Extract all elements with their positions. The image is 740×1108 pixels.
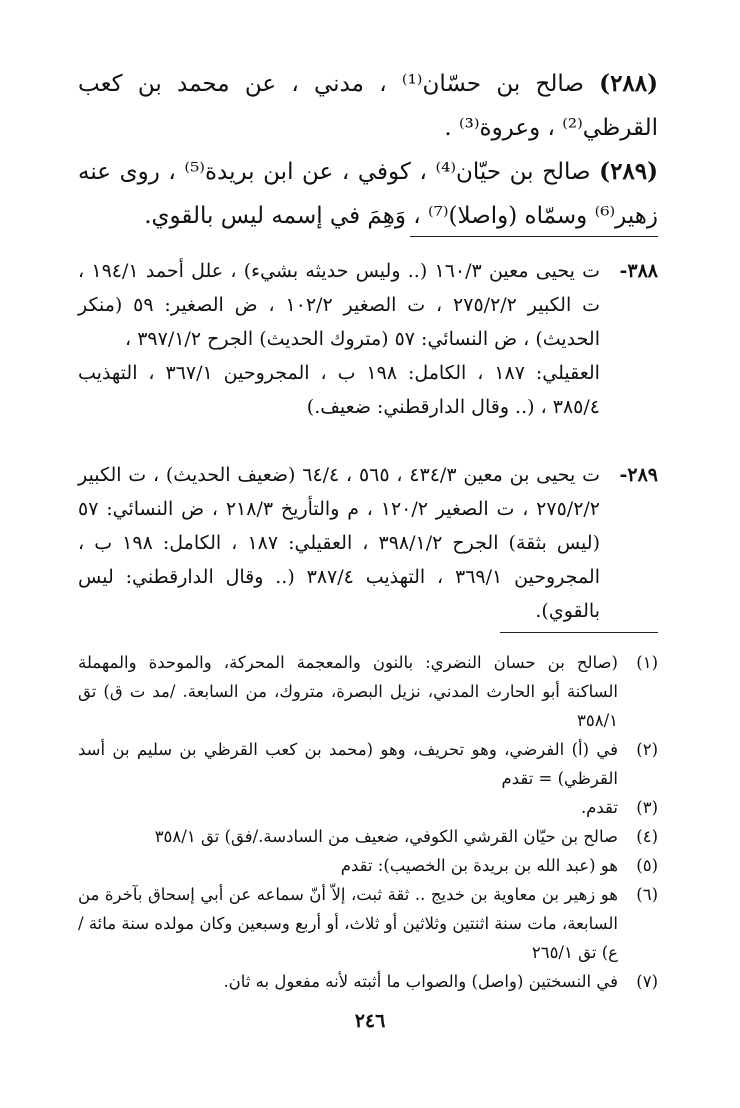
source-paragraph: ت يحيى بن معين ٤٣٤/٣ ، ٥٦٥ ، ٦٤/٤ (ضعيف الحديث) ، ت الكبير ٢٧٥/٢/٢ ، ت الصغير ١٢٠/٢ ، م والتأريخ ٢١٨/٣ ، ض النسائي: ٥٧ (ليس بثقة) الجرح ٣٩٨/١/٢ ، العقيلي: ١٨٧ ، الكامل: ١٩٨ ب ، المجروحين ٣٦٩/١ ، التهذيب ٣٨٧/٤ (.. وقال الدارقطني: ليس بالقوي). [78,464,600,622]
footnote-number: (٤) [636,827,658,846]
source-label: ٣٨٨- [619,260,658,282]
source-block-388 [78,254,658,424]
footnote [78,851,658,880]
footnote [78,735,658,793]
source-block-389 [78,458,658,628]
footnotes [78,648,658,996]
entry-number: (٢٨٨) [599,70,659,97]
entry-text: صالح بن حسّان⁽¹⁾ ، مدني ، عن محمد بن كعب القرظي⁽²⁾ ، وعروة⁽³⁾ . [78,71,658,141]
footnote-text: (صالح بن حسان النضري: بالنون والمعجمة المحركة، والموحدة والمهملة الساكنة أبو الحارث المدني، نزيل البصرة، متروك، من السابعة. /مد ت ق) تق ٣٥٨/١ [78,653,618,730]
source-paragraph: العقيلي: ١٨٧ ، الكامل: ١٩٨ ب ، المجروحين ٣٦٧/١ ، التهذيب ٣٨٥/٤ ، (.. وقال الدارقطني: ضعيف.) [78,362,600,418]
entry-number: (٢٨٩) [599,158,659,185]
footnote-text: في (أ) الفرضي، وهو تحريف، وهو (محمد بن كعب القرظي بن سليم بن أسد القرظي) = تقدم [78,740,618,788]
footnote-text: هو (عبد الله بن بريدة بن الخصيب): تقدم [340,856,618,875]
entry-text: صالح بن حيّان⁽⁴⁾ ، كوفي ، عن ابن بريدة⁽⁵⁾ ، روى عنه زهير⁽⁶⁾ وسمّاه (واصلا)⁽⁷⁾ ، وَهِمَ في إسمه ليس بالقوي. [78,159,658,229]
footnote-number: (٧) [636,972,658,991]
footnote-text: في النسختين (واصل) والصواب ما أثبته لأنه مفعول به ثان. [223,972,618,991]
footnote [78,648,658,735]
footnote [78,793,658,822]
footnote-number: (٢) [636,740,658,759]
footnote-rule [500,632,658,633]
footnote-text: تقدم. [580,798,618,817]
divider-rule [410,236,658,237]
source-paragraph: ت يحيى معين ١٦٠/٣ (.. وليس حديثه بشيء) ، علل أحمد ١٩٤/١ ، ت الكبير ٢٧٥/٢/٢ ، ت الصغير ١٠٢/٢ ، ض الصغير: ٥٩ (منكر الحديث) ، ض النسائي: ٥٧ (متروك الحديث) الجرح ٣٩٧/١/٢ ، [78,260,601,350]
footnote [78,822,658,851]
footnote [78,967,658,996]
footnote [78,880,658,967]
footnote-text: صالح بن حيّان القرشي الكوفي، ضعيف من السادسة./فق) تق ٣٥٨/١ [154,827,618,846]
source-label: ٢٨٩- [619,464,658,486]
footnote-number: (١) [636,653,658,672]
footnote-number: (٣) [636,798,658,817]
footnote-text: هو زهير بن معاوية بن خديج .. ثقة ثبت، إلاّ أنّ سماعه عن أبي إسحاق بآخرة من السابعة، مات سنة اثنتين وثلاثين أو ثلاث، أو أربع وسبعين وكان مولده سنة مائة /ع) تق ٢٦٥/١ [78,885,618,962]
entry-288 [78,62,658,150]
page-number: ٢٤٦ [354,1010,386,1032]
entry-289 [78,150,658,238]
footnote-number: (٦) [636,885,658,904]
footnote-number: (٥) [636,856,658,875]
